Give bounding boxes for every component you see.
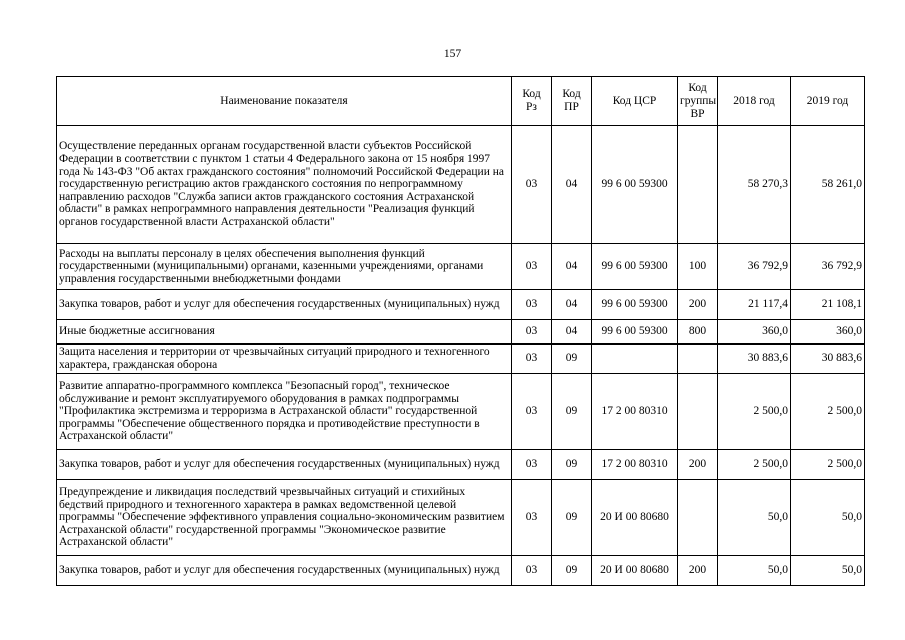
table-row	[57, 320, 865, 344]
row-vr	[678, 374, 718, 450]
row-2019: 58 261,0	[791, 126, 865, 244]
row-name: Предупреждение и ликвидация последствий чрезвычайных ситуаций и стихийных бедствий природного и техногенного характера в рамках ведомственной целевой программы "Обеспечение эффективного управления социально-экономическим развитием Астраханской области" государственной программы "Экономическое развитие Астраханской области"	[57, 480, 512, 556]
row-vr: 200	[678, 290, 718, 320]
row-pr: 04	[552, 244, 592, 290]
row-rz: 03	[512, 290, 552, 320]
row-csr: 99 6 00 59300	[592, 290, 678, 320]
header-pr-line2: ПР	[564, 101, 579, 113]
header-vr-line2: группы	[680, 94, 717, 107]
header-name: Наименование показателя	[57, 77, 512, 126]
header-vr	[678, 77, 718, 126]
row-csr: 20 И 00 80680	[592, 556, 678, 586]
header-pr-line1: Код	[562, 88, 581, 100]
row-name: Закупка товаров, работ и услуг для обеспечения государственных (муниципальных) нужд	[57, 290, 512, 320]
row-pr: 04	[552, 320, 592, 344]
table-row	[57, 374, 865, 450]
row-csr: 99 6 00 59300	[592, 320, 678, 344]
row-2018: 58 270,3	[718, 126, 791, 244]
row-2019: 360,0	[791, 320, 865, 344]
table-header-row	[57, 77, 865, 126]
table-row	[57, 126, 865, 244]
row-2019: 2 500,0	[791, 450, 865, 480]
row-csr	[592, 344, 678, 374]
row-2018: 21 117,4	[718, 290, 791, 320]
header-2019: 2019 год	[791, 77, 865, 126]
row-vr	[678, 480, 718, 556]
header-2018: 2018 год	[718, 77, 791, 126]
row-name: Иные бюджетные ассигнования	[57, 320, 512, 344]
row-rz: 03	[512, 344, 552, 374]
row-rz: 03	[512, 126, 552, 244]
row-2019: 2 500,0	[791, 374, 865, 450]
row-name: Закупка товаров, работ и услуг для обеспечения государственных (муниципальных) нужд	[57, 450, 512, 480]
row-pr: 04	[552, 126, 592, 244]
row-rz: 03	[512, 480, 552, 556]
row-2019: 21 108,1	[791, 290, 865, 320]
row-2018: 36 792,9	[718, 244, 791, 290]
row-2019: 36 792,9	[791, 244, 865, 290]
page-number: 157	[443, 48, 462, 60]
header-csr: Код ЦСР	[592, 77, 678, 126]
row-vr: 200	[678, 556, 718, 586]
row-pr: 09	[552, 374, 592, 450]
header-rz-line1: Код	[522, 88, 541, 100]
header-pr	[552, 77, 592, 126]
table-row	[57, 344, 865, 374]
row-csr: 20 И 00 80680	[592, 480, 678, 556]
row-2019: 30 883,6	[791, 344, 865, 374]
row-2018: 2 500,0	[718, 450, 791, 480]
row-vr	[678, 126, 718, 244]
header-rz-line2: Рз	[526, 101, 537, 113]
header-rz	[512, 77, 552, 126]
row-2018: 2 500,0	[718, 374, 791, 450]
row-vr	[678, 344, 718, 374]
row-name: Расходы на выплаты персоналу в целях обеспечения выполнения функций государственными (муниципальными) органами, казенными учреждениями, органами управления государственными внебюджетными фондами	[57, 244, 512, 290]
row-pr: 04	[552, 290, 592, 320]
table-row	[57, 556, 865, 586]
row-csr: 99 6 00 59300	[592, 244, 678, 290]
row-vr: 200	[678, 450, 718, 480]
row-pr: 09	[552, 344, 592, 374]
row-csr: 17 2 00 80310	[592, 450, 678, 480]
row-csr: 17 2 00 80310	[592, 374, 678, 450]
row-2019: 50,0	[791, 480, 865, 556]
table-row	[57, 450, 865, 480]
row-rz: 03	[512, 320, 552, 344]
row-rz: 03	[512, 244, 552, 290]
row-rz: 03	[512, 450, 552, 480]
row-rz: 03	[512, 556, 552, 586]
row-2018: 50,0	[718, 480, 791, 556]
table-row	[57, 244, 865, 290]
row-pr: 09	[552, 556, 592, 586]
row-2018: 30 883,6	[718, 344, 791, 374]
row-vr: 100	[678, 244, 718, 290]
budget-table	[56, 76, 865, 586]
table-row	[57, 480, 865, 556]
row-name: Защита населения и территории от чрезвычайных ситуаций природного и техногенного характера, гражданская оборона	[57, 344, 512, 374]
row-name: Осуществление переданных органам государственной власти субъектов Российской Федерации в соответствии с пунктом 1 статьи 4 Федерального закона от 15 ноября 1997 года № 143-ФЗ "Об актах гражданского состояния" полномочий Российской Федерации на государственную регистрацию актов гражданского состояния по непрограммному направлению расходов "Служба записи актов гражданского состояния Астраханской области" в рамках непрограммного направления деятельности "Реализация функций органов государственной власти Астраханской области"	[57, 126, 512, 244]
row-pr: 09	[552, 480, 592, 556]
row-2018: 50,0	[718, 556, 791, 586]
row-pr: 09	[552, 450, 592, 480]
row-2019: 50,0	[791, 556, 865, 586]
row-name: Развитие аппаратно-программного комплекса "Безопасный город", техническое обслуживание и ремонт эксплуатируемого оборудования в рамках подпрограммы "Профилактика экстремизма и терроризма в Астраханской области" государственной программы "Обеспечение общественного порядка и противодействие преступности в Астраханской области"	[57, 374, 512, 450]
row-2018: 360,0	[718, 320, 791, 344]
header-vr-line3: ВР	[690, 107, 705, 120]
header-vr-line1: Код	[688, 81, 707, 94]
row-name: Закупка товаров, работ и услуг для обеспечения государственных (муниципальных) нужд	[57, 556, 512, 586]
row-csr: 99 6 00 59300	[592, 126, 678, 244]
row-vr: 800	[678, 320, 718, 344]
table-row	[57, 290, 865, 320]
row-rz: 03	[512, 374, 552, 450]
